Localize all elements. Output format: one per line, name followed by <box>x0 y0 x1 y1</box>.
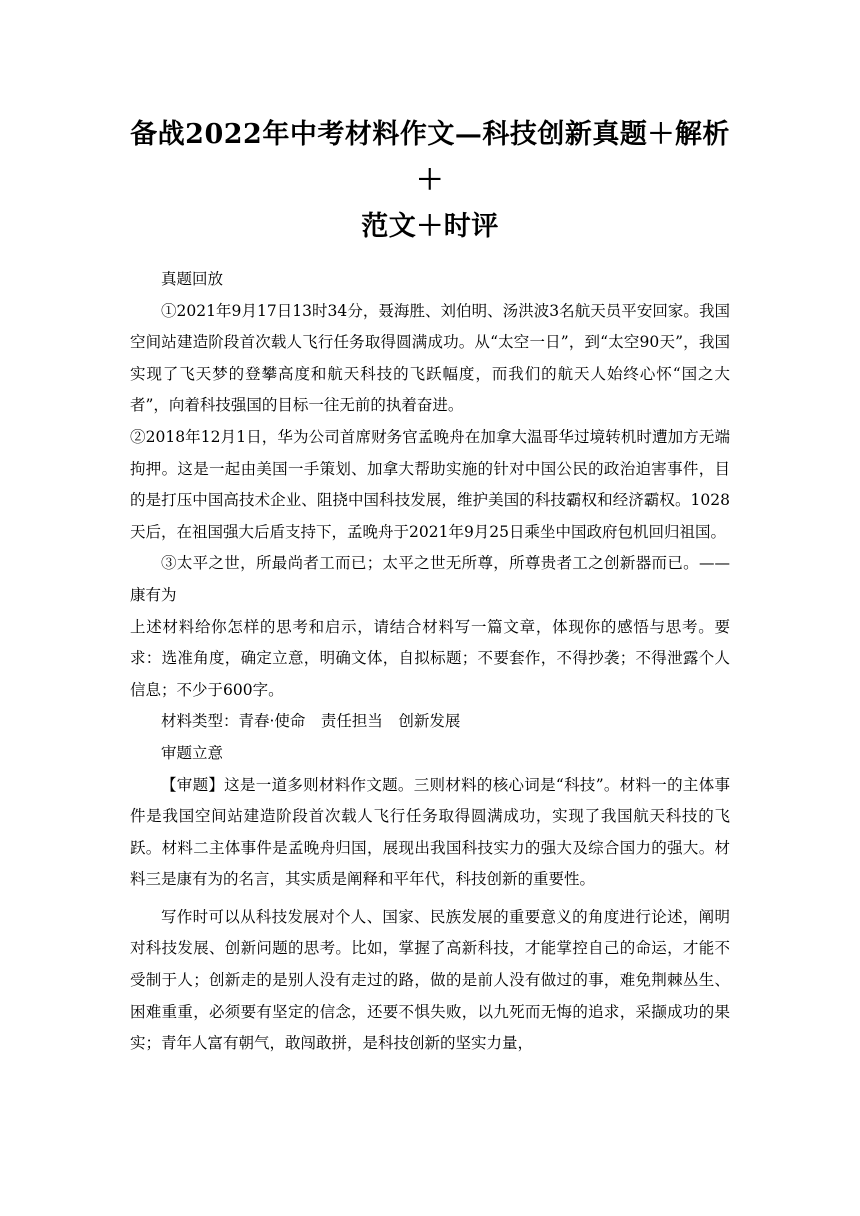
section-heading-real-exam: 真题回放 <box>161 270 224 288</box>
title-line-1: 备战2022年中考材料作文—科技创新真题＋解析＋ <box>130 119 730 196</box>
material-3-paragraph: ③太平之世，所最尚者工而已；太平之世无所尊，所尊贵者工之创新器而已。——康有为 <box>130 554 730 604</box>
analysis-paragraph-1: 【审题】这是一道多则材料作文题。三则材料的核心词是“科技”。材料一的主体事件是我国空间站建造阶段首次载人飞行任务取得圆满成功，实现了我国航天科技的飞跃。材料二主体事件是孟晚舟归国，展现出我国科技实力的强大及综合国力的强大。材料三是康有为的名言，其实质是阐释和平年代，科技创新的重要性。 <box>130 775 730 889</box>
title-line-2: 范文＋时评 <box>361 211 499 242</box>
analysis-paragraph-2: 写作时可以从科技发展对个人、国家、民族发展的重要意义的角度进行论述，阐明对科技发展、创新问题的思考。比如，掌握了高新科技，才能掌控自己的命运，才能不受制于人；创新走的是别人没有走过的路，做的是前人没有做过的事，难免荆棘丛生、困难重重，必须要有坚定的信念，还要不惧失败，以九死而无悔的追求，采撷成功的果实；青年人富有朝气，敢闯敢拼，是科技创新的坚实力量， <box>130 907 730 1053</box>
writing-prompt-paragraph: 上述材料给你怎样的思考和启示，请结合材料写一篇文章，体现你的感悟与思考。要求：选准角度，确定立意，明确文体，自拟标题；不要套作，不得抄袭；不得泄露个人信息；不少于600字。 <box>130 617 730 699</box>
material-1-paragraph: ①2021年9月17日13时34分，聂海胜、刘伯明、汤洪波3名航天员平安回家。我国空间站建造阶段首次载人飞行任务取得圆满成功。从“太空一日”，到“太空90天”，我国实现了飞天梦的登攀高度和航天科技的飞跃幅度，而我们的航天人始终心怀“国之大者”，向着科技强国的目标一往无前的执着奋进。 <box>130 301 730 415</box>
section-heading-analysis: 审题立意 <box>161 743 224 762</box>
material-2-paragraph: ②2018年12月1日，华为公司首席财务官孟晚舟在加拿大温哥华过境转机时遭加方无端拘押。这是一起由美国一手策划、加拿大帮助实施的针对中国公民的政治迫害事件，目的是打压中国高技术企业、阻挠中国科技发展，维护美国的科技霸权和经济霸权。1028天后，在祖国强大后盾支持下，孟晚舟于2021年9月25日乘坐中国政府包机回归祖国。 <box>130 427 730 541</box>
document-title <box>130 112 730 250</box>
document-body <box>130 264 730 1060</box>
material-type-line: 材料类型：青春·使命 责任担当 创新发展 <box>161 712 461 731</box>
